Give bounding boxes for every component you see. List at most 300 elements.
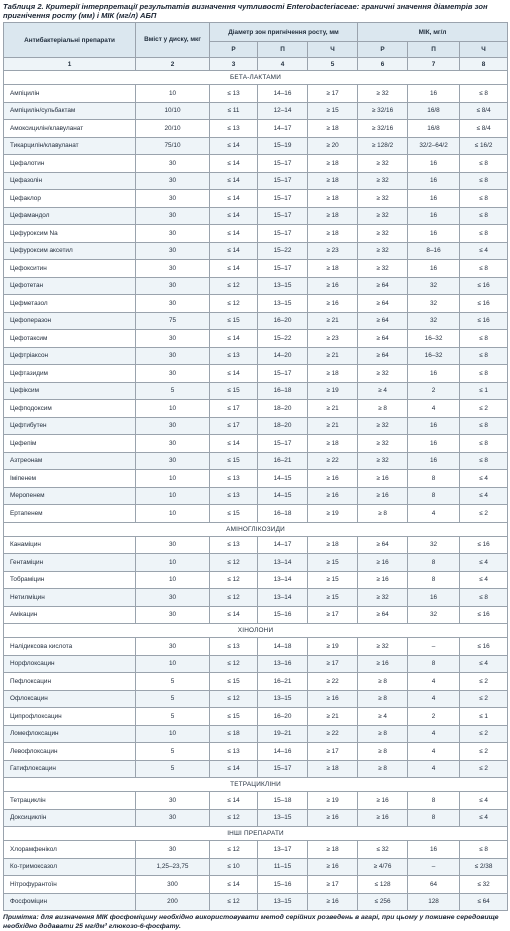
- value-cell: ≥ 18: [308, 155, 358, 173]
- section-title: ІНШІ ПРЕПАРАТИ: [4, 827, 508, 841]
- section-row: [4, 522, 508, 536]
- value-cell: 4: [408, 505, 460, 523]
- section-row: [4, 624, 508, 638]
- drug-name-cell: Хлорамфенікол: [4, 841, 136, 859]
- drug-name-cell: Ертапенем: [4, 505, 136, 523]
- value-cell: ≥ 8: [358, 505, 408, 523]
- value-cell: ≤ 2/38: [460, 858, 508, 876]
- table-caption: Таблиця 2. Критерії інтерпретації результатів визначення чутливості Enterobacteriaceae: граничні значення діаметрів зон пригнічення росту (мм) і МІК (мг/л) АБП: [3, 2, 488, 20]
- value-cell: ≥ 16: [358, 809, 408, 827]
- value-cell: ≤ 8: [460, 172, 508, 190]
- susceptibility-table: [3, 22, 508, 911]
- value-cell: ≤ 13: [210, 85, 258, 103]
- value-cell: ≤ 15: [210, 673, 258, 691]
- value-cell: 10: [136, 725, 210, 743]
- value-cell: ≥ 15: [308, 554, 358, 572]
- column-number: 1: [4, 58, 136, 71]
- value-cell: 30: [136, 242, 210, 260]
- value-cell: 20/10: [136, 120, 210, 138]
- value-cell: ≥ 21: [308, 708, 358, 726]
- header-zone-ch: Ч: [308, 42, 358, 58]
- table-row: [4, 365, 508, 383]
- value-cell: ≥ 4: [358, 708, 408, 726]
- value-cell: ≤ 14: [210, 435, 258, 453]
- value-cell: 16: [408, 841, 460, 859]
- value-cell: ≤ 256: [358, 893, 408, 911]
- value-cell: 300: [136, 876, 210, 894]
- value-cell: ≤ 8: [460, 347, 508, 365]
- value-cell: ≥ 8: [358, 690, 408, 708]
- value-cell: 32/2–64/2: [408, 137, 460, 155]
- value-cell: 16–18: [258, 382, 308, 400]
- table-row: [4, 876, 508, 894]
- value-cell: ≥ 18: [308, 172, 358, 190]
- value-cell: ≥ 32/16: [358, 120, 408, 138]
- value-cell: ≥ 17: [308, 655, 358, 673]
- value-cell: ≤ 15: [210, 505, 258, 523]
- value-cell: 13–14: [258, 589, 308, 607]
- section-row: [4, 778, 508, 792]
- value-cell: ≤ 4: [460, 571, 508, 589]
- value-cell: ≤ 14: [210, 792, 258, 810]
- value-cell: ≥ 18: [308, 120, 358, 138]
- value-cell: ≤ 12: [210, 655, 258, 673]
- header-drug: Антибактеріальні препарати: [4, 23, 136, 58]
- value-cell: 16: [408, 452, 460, 470]
- value-cell: 16–32: [408, 330, 460, 348]
- value-cell: 16–20: [258, 312, 308, 330]
- value-cell: 15–17: [258, 760, 308, 778]
- drug-name-cell: Амоксицилін/клавуланат: [4, 120, 136, 138]
- value-cell: ≥ 20: [308, 137, 358, 155]
- value-cell: ≥ 16: [308, 487, 358, 505]
- value-cell: 4: [408, 743, 460, 761]
- value-cell: 16/8: [408, 102, 460, 120]
- table-row: [4, 190, 508, 208]
- value-cell: 2: [408, 382, 460, 400]
- value-cell: ≥ 64: [358, 606, 408, 624]
- drug-name-cell: Цефотетан: [4, 277, 136, 295]
- value-cell: 16–20: [258, 708, 308, 726]
- value-cell: ≤ 13: [210, 536, 258, 554]
- value-cell: ≥ 22: [308, 673, 358, 691]
- table-row: [4, 760, 508, 778]
- value-cell: 10: [136, 505, 210, 523]
- value-cell: ≥ 32/16: [358, 102, 408, 120]
- value-cell: 14–20: [258, 347, 308, 365]
- value-cell: 15–17: [258, 207, 308, 225]
- section-title: ТЕТРАЦИКЛІНИ: [4, 778, 508, 792]
- value-cell: ≥ 23: [308, 242, 358, 260]
- table-row: [4, 295, 508, 313]
- value-cell: 30: [136, 172, 210, 190]
- value-cell: ≤ 8/4: [460, 102, 508, 120]
- value-cell: ≤ 14: [210, 876, 258, 894]
- value-cell: 16: [408, 260, 460, 278]
- value-cell: 16–21: [258, 673, 308, 691]
- value-cell: 10: [136, 655, 210, 673]
- value-cell: 8: [408, 792, 460, 810]
- drug-name-cell: Доксициклін: [4, 809, 136, 827]
- value-cell: 5: [136, 690, 210, 708]
- drug-name-cell: Гатифлоксацин: [4, 760, 136, 778]
- value-cell: 16: [408, 172, 460, 190]
- drug-name-cell: Цефтріаксон: [4, 347, 136, 365]
- value-cell: ≤ 2: [460, 400, 508, 418]
- drug-name-cell: Цефепім: [4, 435, 136, 453]
- value-cell: ≥ 16: [358, 792, 408, 810]
- value-cell: 128: [408, 893, 460, 911]
- table-row: [4, 155, 508, 173]
- table-row: [4, 858, 508, 876]
- drug-name-cell: Налідиксова кислота: [4, 638, 136, 656]
- value-cell: 10: [136, 400, 210, 418]
- value-cell: ≥ 21: [308, 347, 358, 365]
- value-cell: ≤ 8: [460, 207, 508, 225]
- value-cell: 30: [136, 277, 210, 295]
- value-cell: ≥ 32: [358, 85, 408, 103]
- value-cell: ≤ 4: [460, 809, 508, 827]
- value-cell: ≤ 64: [460, 893, 508, 911]
- table-row: [4, 809, 508, 827]
- value-cell: 1,25–23,75: [136, 858, 210, 876]
- value-cell: ≤ 8: [460, 190, 508, 208]
- value-cell: 4: [408, 400, 460, 418]
- section-title: ХІНОЛОНИ: [4, 624, 508, 638]
- value-cell: ≤ 16: [460, 295, 508, 313]
- value-cell: ≤ 32: [460, 876, 508, 894]
- value-cell: ≥ 16: [308, 295, 358, 313]
- value-cell: 30: [136, 295, 210, 313]
- table-body: [4, 71, 508, 911]
- value-cell: ≥ 15: [308, 102, 358, 120]
- drug-name-cell: Тетрациклін: [4, 792, 136, 810]
- value-cell: ≥ 16: [308, 690, 358, 708]
- value-cell: ≤ 13: [210, 743, 258, 761]
- table-row: [4, 400, 508, 418]
- value-cell: ≤ 8: [460, 365, 508, 383]
- drug-name-cell: Цефалотин: [4, 155, 136, 173]
- value-cell: ≥ 16: [358, 655, 408, 673]
- value-cell: 16–18: [258, 505, 308, 523]
- value-cell: ≤ 14: [210, 172, 258, 190]
- header-mic: МІК, мг/л: [358, 23, 508, 42]
- value-cell: 5: [136, 382, 210, 400]
- table-row: [4, 172, 508, 190]
- value-cell: 16: [408, 435, 460, 453]
- value-cell: ≥ 16: [308, 809, 358, 827]
- value-cell: ≤ 8: [460, 589, 508, 607]
- value-cell: 8–16: [408, 242, 460, 260]
- value-cell: 30: [136, 347, 210, 365]
- drug-name-cell: Левофлоксацин: [4, 743, 136, 761]
- value-cell: ≥ 21: [308, 400, 358, 418]
- table-row: [4, 225, 508, 243]
- value-cell: ≥ 15: [308, 571, 358, 589]
- value-cell: 15–17: [258, 172, 308, 190]
- drug-name-cell: Цефтибутен: [4, 417, 136, 435]
- value-cell: ≥ 18: [308, 260, 358, 278]
- value-cell: 16/8: [408, 120, 460, 138]
- drug-name-cell: Цефоперазон: [4, 312, 136, 330]
- drug-name-cell: Цефамандол: [4, 207, 136, 225]
- value-cell: ≤ 14: [210, 190, 258, 208]
- table-row: [4, 655, 508, 673]
- value-cell: ≥ 64: [358, 295, 408, 313]
- value-cell: 10/10: [136, 102, 210, 120]
- drug-name-cell: Тикарцилін/клавуланат: [4, 137, 136, 155]
- value-cell: –: [408, 638, 460, 656]
- value-cell: ≥ 18: [308, 207, 358, 225]
- value-cell: ≤ 4: [460, 242, 508, 260]
- value-cell: ≤ 15: [210, 312, 258, 330]
- value-cell: 16: [408, 85, 460, 103]
- drug-name-cell: Фосфоміцин: [4, 893, 136, 911]
- value-cell: 8: [408, 554, 460, 572]
- drug-name-cell: Цефіксим: [4, 382, 136, 400]
- drug-name-cell: Цефазолін: [4, 172, 136, 190]
- value-cell: ≤ 12: [210, 690, 258, 708]
- value-cell: ≥ 8: [358, 743, 408, 761]
- value-cell: 14–16: [258, 85, 308, 103]
- value-cell: 15–19: [258, 137, 308, 155]
- value-cell: ≥ 16: [308, 470, 358, 488]
- value-cell: ≥ 32: [358, 190, 408, 208]
- value-cell: ≤ 8: [460, 452, 508, 470]
- drug-name-cell: Цефотаксим: [4, 330, 136, 348]
- column-number: 7: [408, 58, 460, 71]
- header-mic-r: Р: [358, 42, 408, 58]
- value-cell: ≥ 8: [358, 400, 408, 418]
- value-cell: 30: [136, 417, 210, 435]
- value-cell: ≤ 14: [210, 260, 258, 278]
- value-cell: 4: [408, 760, 460, 778]
- value-cell: ≥ 32: [358, 242, 408, 260]
- section-title: БЕТА-ЛАКТАМИ: [4, 71, 508, 85]
- value-cell: ≤ 8/4: [460, 120, 508, 138]
- value-cell: 30: [136, 435, 210, 453]
- drug-name-cell: Меропенем: [4, 487, 136, 505]
- value-cell: 13–16: [258, 655, 308, 673]
- value-cell: ≥ 19: [308, 505, 358, 523]
- value-cell: 30: [136, 589, 210, 607]
- table-row: [4, 841, 508, 859]
- value-cell: 15–18: [258, 792, 308, 810]
- value-cell: 10: [136, 571, 210, 589]
- value-cell: ≤ 12: [210, 554, 258, 572]
- value-cell: 30: [136, 638, 210, 656]
- value-cell: ≥ 32: [358, 435, 408, 453]
- value-cell: 13–15: [258, 690, 308, 708]
- value-cell: 64: [408, 876, 460, 894]
- value-cell: ≥ 64: [358, 347, 408, 365]
- table-row: [4, 417, 508, 435]
- column-number: 4: [258, 58, 308, 71]
- value-cell: 4: [408, 690, 460, 708]
- value-cell: ≤ 8: [460, 435, 508, 453]
- value-cell: ≤ 12: [210, 589, 258, 607]
- value-cell: 16: [408, 365, 460, 383]
- table-row: [4, 893, 508, 911]
- value-cell: 8: [408, 655, 460, 673]
- value-cell: ≤ 17: [210, 417, 258, 435]
- drug-name-cell: Ампіцилін/сульбактам: [4, 102, 136, 120]
- value-cell: ≤ 16: [460, 277, 508, 295]
- value-cell: ≥ 4/76: [358, 858, 408, 876]
- value-cell: ≥ 21: [308, 312, 358, 330]
- value-cell: ≤ 14: [210, 330, 258, 348]
- table-row: [4, 673, 508, 691]
- value-cell: 15–16: [258, 876, 308, 894]
- value-cell: ≥ 32: [358, 155, 408, 173]
- value-cell: ≤ 13: [210, 347, 258, 365]
- header-mic-ch: Ч: [460, 42, 508, 58]
- value-cell: ≤ 14: [210, 606, 258, 624]
- value-cell: 75: [136, 312, 210, 330]
- value-cell: ≤ 12: [210, 841, 258, 859]
- value-cell: 13–14: [258, 571, 308, 589]
- value-cell: 15–16: [258, 606, 308, 624]
- value-cell: 16–32: [408, 347, 460, 365]
- value-cell: ≤ 12: [210, 277, 258, 295]
- drug-name-cell: Азтреонам: [4, 452, 136, 470]
- value-cell: ≥ 32: [358, 417, 408, 435]
- value-cell: ≥ 32: [358, 452, 408, 470]
- drug-name-cell: Ко-тримоксазол: [4, 858, 136, 876]
- value-cell: ≤ 4: [460, 655, 508, 673]
- value-cell: ≤ 13: [210, 487, 258, 505]
- value-cell: ≤ 12: [210, 295, 258, 313]
- value-cell: 19–21: [258, 725, 308, 743]
- value-cell: 75/10: [136, 137, 210, 155]
- table-row: [4, 571, 508, 589]
- value-cell: 15–22: [258, 242, 308, 260]
- value-cell: ≥ 15: [308, 589, 358, 607]
- value-cell: 32: [408, 606, 460, 624]
- value-cell: ≤ 2: [460, 760, 508, 778]
- value-cell: ≤ 4: [460, 792, 508, 810]
- value-cell: ≥ 8: [358, 725, 408, 743]
- value-cell: ≤ 8: [460, 330, 508, 348]
- drug-name-cell: Ципрофлоксацин: [4, 708, 136, 726]
- value-cell: ≥ 128/2: [358, 137, 408, 155]
- value-cell: 13–17: [258, 841, 308, 859]
- value-cell: 13–15: [258, 893, 308, 911]
- value-cell: ≥ 22: [308, 725, 358, 743]
- drug-name-cell: Цефметазол: [4, 295, 136, 313]
- value-cell: ≤ 15: [210, 708, 258, 726]
- value-cell: ≤ 8: [460, 841, 508, 859]
- value-cell: ≤ 8: [460, 417, 508, 435]
- value-cell: 11–15: [258, 858, 308, 876]
- drug-name-cell: Пефлоксацин: [4, 673, 136, 691]
- value-cell: ≤ 14: [210, 155, 258, 173]
- value-cell: 30: [136, 260, 210, 278]
- value-cell: ≥ 18: [308, 760, 358, 778]
- value-cell: 10: [136, 487, 210, 505]
- value-cell: 18–20: [258, 400, 308, 418]
- value-cell: 5: [136, 743, 210, 761]
- value-cell: ≥ 64: [358, 536, 408, 554]
- value-cell: ≥ 23: [308, 330, 358, 348]
- value-cell: 5: [136, 760, 210, 778]
- value-cell: 10: [136, 470, 210, 488]
- value-cell: ≥ 18: [308, 365, 358, 383]
- value-cell: ≤ 14: [210, 242, 258, 260]
- table-row: [4, 487, 508, 505]
- value-cell: ≤ 2: [460, 743, 508, 761]
- header-zone-p: П: [258, 42, 308, 58]
- value-cell: 4: [408, 673, 460, 691]
- drug-name-cell: Норфлоксацин: [4, 655, 136, 673]
- drug-name-cell: Офлоксацин: [4, 690, 136, 708]
- value-cell: 18–20: [258, 417, 308, 435]
- value-cell: ≥ 16: [308, 893, 358, 911]
- table-row: [4, 330, 508, 348]
- table-row: [4, 606, 508, 624]
- value-cell: ≤ 16: [460, 606, 508, 624]
- value-cell: ≤ 10: [210, 858, 258, 876]
- value-cell: 30: [136, 330, 210, 348]
- value-cell: 14–16: [258, 743, 308, 761]
- value-cell: ≤ 14: [210, 760, 258, 778]
- table-row: [4, 120, 508, 138]
- table-row: [4, 690, 508, 708]
- column-number: 5: [308, 58, 358, 71]
- value-cell: ≤ 14: [210, 225, 258, 243]
- value-cell: 32: [408, 536, 460, 554]
- value-cell: 30: [136, 365, 210, 383]
- value-cell: ≤ 4: [460, 470, 508, 488]
- value-cell: 14–18: [258, 638, 308, 656]
- value-cell: ≥ 18: [308, 225, 358, 243]
- value-cell: ≥ 16: [308, 858, 358, 876]
- value-cell: 2: [408, 708, 460, 726]
- value-cell: 15–17: [258, 260, 308, 278]
- value-cell: ≥ 64: [358, 330, 408, 348]
- drug-name-cell: Нітрофурантоїн: [4, 876, 136, 894]
- value-cell: ≥ 32: [358, 638, 408, 656]
- drug-name-cell: Канаміцин: [4, 536, 136, 554]
- value-cell: ≤ 32: [358, 841, 408, 859]
- value-cell: ≤ 12: [210, 571, 258, 589]
- value-cell: 30: [136, 841, 210, 859]
- drug-name-cell: Нетилміцин: [4, 589, 136, 607]
- value-cell: ≥ 64: [358, 277, 408, 295]
- value-cell: –: [408, 858, 460, 876]
- table-row: [4, 277, 508, 295]
- value-cell: 15–17: [258, 435, 308, 453]
- table-row: [4, 725, 508, 743]
- table-row: [4, 347, 508, 365]
- column-number: 3: [210, 58, 258, 71]
- table-row: [4, 536, 508, 554]
- value-cell: ≥ 17: [308, 743, 358, 761]
- value-cell: 15–17: [258, 155, 308, 173]
- value-cell: 30: [136, 452, 210, 470]
- header-dose: Вміст у диску, мкг: [136, 23, 210, 58]
- value-cell: ≤ 16/2: [460, 137, 508, 155]
- value-cell: ≤ 14: [210, 365, 258, 383]
- drug-name-cell: Цефокситин: [4, 260, 136, 278]
- value-cell: 8: [408, 571, 460, 589]
- value-cell: ≥ 17: [308, 85, 358, 103]
- value-cell: 13–15: [258, 277, 308, 295]
- value-cell: ≥ 32: [358, 207, 408, 225]
- header-mic-p: П: [408, 42, 460, 58]
- value-cell: ≤ 14: [210, 137, 258, 155]
- value-cell: 8: [408, 470, 460, 488]
